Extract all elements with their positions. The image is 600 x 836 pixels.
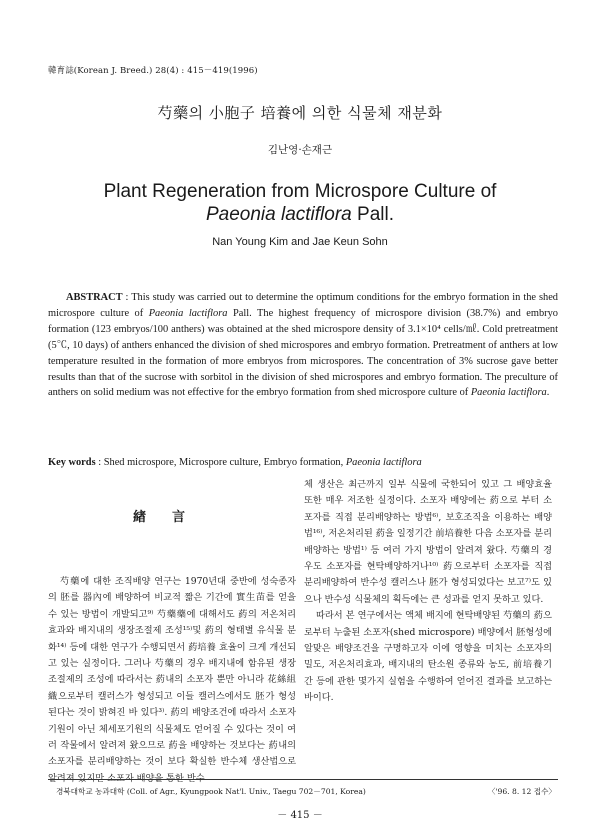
keywords-text: Shed microspore, Microspore culture, Embryo formation, <box>103 457 346 468</box>
abstract-text-part2: Pall. The highest frequency of microspore division (38.7%) and embryo formation (123 embryos/100 anthers) was obtained at the shed microspore density of 3.1×10⁴ cells/㎖. Cold pretreatment (5℃, 10 days) of anthers enhanced the division of shed microspores and embryo formation. Pretreatment of anthers at low temperature resulted in the formation of more embryos from microspores. The concentration of 3% sucrose gave better results than that of the sucrose with sorbitol in the division of shed microspores and embryo formation. The preculture of anthers on solid medium was not effective for the embryo formation from shed microspore culture of <box>48 307 558 399</box>
keywords <box>48 457 558 468</box>
author-affiliation: 경북대학교 농과대학 (Coll. of Agr., Kyungpook Nat'l. Univ., Taegu 702－701, Korea) <box>56 787 366 796</box>
keywords-separator: : <box>95 457 104 468</box>
english-title-line2 <box>0 203 600 226</box>
right-column <box>304 477 552 707</box>
footnote-divider <box>48 779 558 780</box>
abstract-label: ABSTRACT <box>66 292 123 303</box>
keywords-label: Key words <box>48 457 96 468</box>
english-title-authority: Pall. <box>351 204 394 225</box>
english-title-species: Paeonia lactiflora <box>205 204 352 225</box>
section-heading-introduction: 緖言 <box>132 510 211 525</box>
intro-paragraph-1: 芍藥에 대한 조직배양 연구는 1970년대 중반에 성숙종자의 胚를 器內에 배양하여 비교적 짧은 기간에 實生苗를 얻을 수 있는 방법이 개발되고⁹⁾ 芍藥藥에 대해서도 葯의 저온처리효과와 배지내의 생장조절제 조성¹⁵⁾및 葯의 형태별 유식물 분화¹⁴⁾ 등에 대한 연구가 수행되면서 葯培養 효율이 크게 개선되고 있는 실정이다. 그러나 芍藥의 경우 배지내에 함유된 생장조절제의 조성에 따라서는 葯내의 소포자 뿐만 아니라 花絲組織으로부터 캘러스가 형성되고 이들 캘러스에서도 胚가 형성된다는 것이 밝혀진 바 있다³⁾. 葯의 배양조건에 따라서 소포자기원이 아닌 체세포기원의 식물체도 얻어질 수 있다는 것이 여러 작물에서 알려져 왔으므로 葯을 배양하는 것보다는 葯내의 소포자를 분리배양하는 것이 보다 확실한 반수체 생산법으로 알려져 있지만 소포자 배양을 통한 반수 <box>48 576 296 784</box>
english-title <box>0 180 600 226</box>
english-authors: Nan Young Kim and Jae Keun Sohn <box>212 236 388 248</box>
abstract-species-2: Paeonia lactiflora <box>470 387 547 399</box>
left-column <box>48 574 296 787</box>
page-number: － 415 － <box>277 810 323 821</box>
abstract-separator: : <box>122 292 132 303</box>
abstract-text-part3: . <box>546 387 550 399</box>
intro-paragraph-2: 따라서 본 연구에서는 액체 배지에 현탁배양된 芍藥의 葯으로부터 누출된 소포자(shed microspore) 배양에서 胚형성에 알맞은 배양조건을 구명하고자 이에 영향을 미치는 소포자의 밀도, 저온처리효과, 배지내의 탄소원 종류와 농도, 前培養기간 등에 관한 몇가지 실험을 수행하여 얻어진 결과를 보고하는 바이다. <box>304 610 552 704</box>
intro-paragraph-1-continued: 체 생산은 최근까지 일부 식물에 국한되어 있고 그 배양효율 또한 매우 저조한 실정이다. 소포자 배양에는 葯으로 부터 소포자를 직접 분리배양하는 방법⁶⁾, 보호조직을 이용하는 배양법¹⁶⁾, 저온처리된 葯을 일정기간 前培養한 다음 소포자를 분리배양하는 방법¹⁾ 등 여러 가지 방법이 알려져 왔다. 芍藥의 경우도 소포자를 현탁배양하거나¹⁰⁾ 葯으로부터 소포자를 직접 분리배양하여 반수성 캘러스나 胚가 형성되었다는 보고⁷⁾도 있으나 반수성 식물체의 획득에는 큰 성과를 얻지 못하고 있다. <box>304 479 552 605</box>
keywords-species: Paeonia lactiflora <box>345 457 422 468</box>
abstract <box>48 290 558 401</box>
english-title-line1: Plant Regeneration from Microspore Culture of <box>103 181 497 202</box>
abstract-species: Paeonia lactiflora <box>148 307 228 319</box>
korean-authors: 김난영·손재근 <box>267 144 333 156</box>
korean-title: 芍藥의 小胞子 培養에 의한 식물체 재분화 <box>157 104 443 122</box>
journal-citation: 韓育誌(Korean J. Breed.) 28(4) : 415－419(1996) <box>48 66 258 76</box>
received-date: 〈'96. 8. 12 접수〉 <box>487 787 556 796</box>
abstract-text-part1: This study was carried out to determine the optimum conditions for the embryo formation in the shed microspore culture of <box>48 292 558 319</box>
